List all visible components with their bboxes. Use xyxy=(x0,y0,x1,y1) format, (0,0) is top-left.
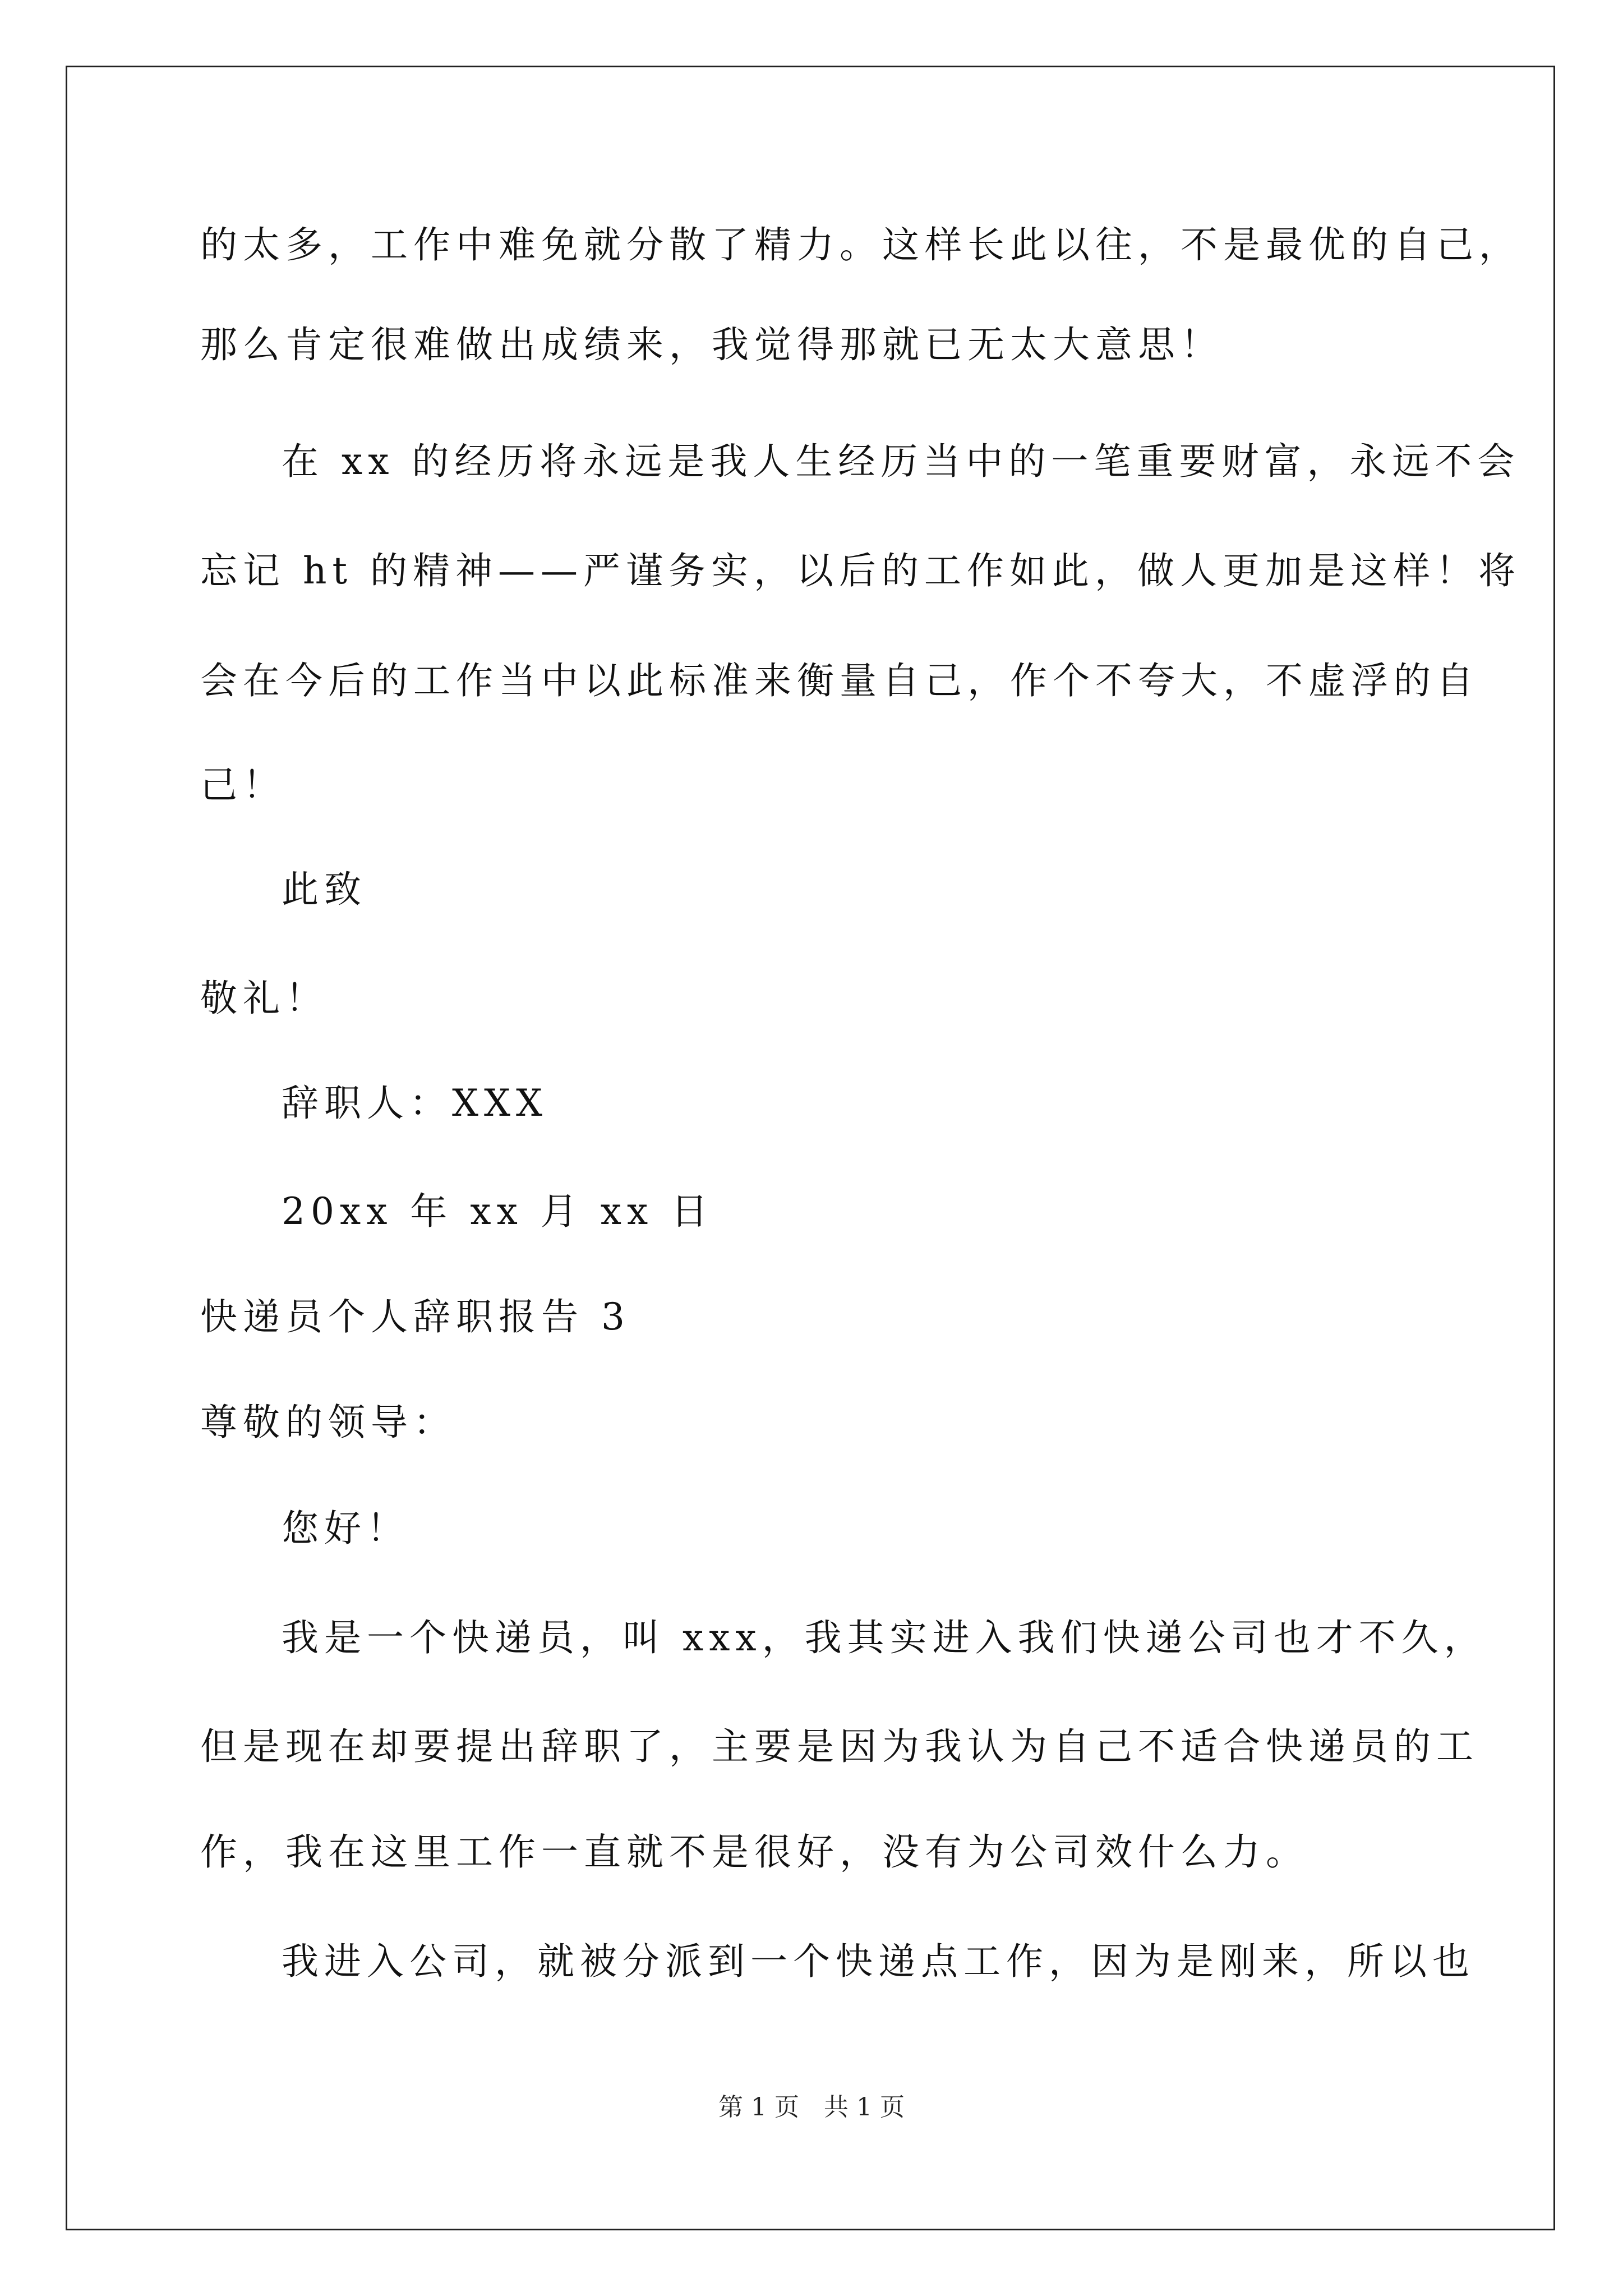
text-line-2: 那么肯定很难做出成绩来，我觉得那就已无太大意思！ xyxy=(200,323,1223,366)
text-line-14: 我是一个快递员，叫 xxx，我其实进入我们快递公司也才不久， xyxy=(282,1616,1487,1659)
text-line-15: 但是现在却要提出辞职了，主要是因为我认为自己不适合快递员的工 xyxy=(200,1725,1479,1768)
closing-salutation: 此致 xyxy=(282,868,367,911)
closing-regards: 敬礼！ xyxy=(200,977,328,1020)
signature-line: 辞职人：XXX xyxy=(282,1082,548,1125)
text-line-16: 作，我在这里工作一直就不是很好，没有为公司效什么力。 xyxy=(200,1830,1308,1874)
text-line-6: 己！ xyxy=(200,763,285,807)
date-line: 20xx 年 xx 月 xx 日 xyxy=(282,1190,714,1233)
text-line-17: 我进入公司，就被分派到一个快递点工作，因为是刚来，所以也 xyxy=(282,1940,1475,1983)
letter-hello: 您好！ xyxy=(282,1507,409,1550)
text-line-4: 忘记 ht 的精神——严谨务实，以后的工作如此，做人更加是这样！将 xyxy=(200,549,1521,592)
text-line-3: 在 xx 的经历将永远是我人生经历当中的一笔重要财富，永远不会 xyxy=(282,440,1520,483)
text-line-5: 会在今后的工作当中以此标准来衡量自己，作个不夸大，不虚浮的自 xyxy=(200,659,1479,702)
page-border xyxy=(66,66,1555,2230)
page-number-footer: 第 1 页 共 1 页 xyxy=(718,2093,905,2122)
letter-greeting: 尊敬的领导： xyxy=(200,1401,456,1444)
section-heading: 快递员个人辞职报告 3 xyxy=(200,1295,630,1338)
text-line-1: 的太多，工作中难免就分散了精力。这样长此以往，不是最优的自己， xyxy=(200,223,1521,266)
